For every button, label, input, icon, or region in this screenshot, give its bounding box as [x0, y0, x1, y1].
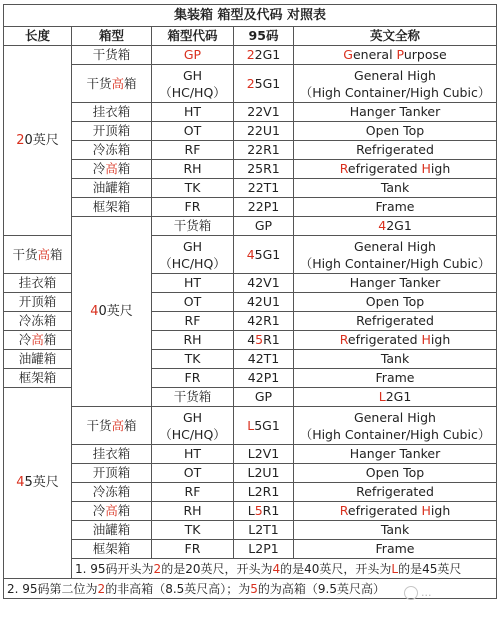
table-row — [4, 65, 497, 103]
cell-text: Frame — [375, 370, 415, 385]
cell-text: 框架箱 — [92, 199, 131, 214]
type-cell — [4, 369, 72, 388]
type-code-cell — [152, 103, 234, 122]
type-code-cell — [152, 521, 234, 540]
cell-text: 冷冻箱 — [92, 142, 131, 157]
cell-text: 箱 — [124, 418, 137, 433]
cell-text: OT — [183, 123, 202, 138]
type-cell — [72, 198, 152, 217]
cell-text: 挂衣箱 — [92, 104, 131, 119]
english-name-cell — [294, 502, 497, 521]
type-code-cell — [152, 483, 234, 502]
highlight-text: H — [421, 332, 431, 347]
type-cell — [72, 179, 152, 198]
highlight-text: 5 — [254, 503, 263, 518]
highlight-text: R — [339, 503, 348, 518]
type-code-cell — [152, 65, 234, 103]
iso-code-cell — [234, 464, 294, 483]
cell-text: 冷冻箱 — [18, 313, 57, 328]
iso-code-cell — [294, 217, 497, 236]
cell-text: 2G1 — [254, 47, 281, 62]
type-cell — [72, 160, 152, 179]
type-code-cell — [152, 293, 234, 312]
type-cell — [72, 122, 152, 141]
cell-text: 的为高箱（9.5英尺高） — [257, 581, 386, 596]
cell-text: 5G1 — [254, 76, 281, 91]
note-row — [4, 559, 497, 579]
cell-text: L — [247, 503, 255, 518]
cell-text: 42R1 — [247, 313, 280, 328]
code-table — [3, 4, 497, 599]
cell-text: 42V1 — [247, 275, 280, 290]
english-name-cell — [294, 160, 497, 179]
cell-text: RH — [183, 332, 202, 347]
highlight-text: 2 — [16, 132, 25, 148]
title-row — [4, 5, 497, 27]
cell-text: Open Top — [365, 294, 425, 309]
cell-text: 箱 — [124, 76, 137, 91]
cell-text: HT — [183, 275, 202, 290]
cell-text: L2P1 — [248, 541, 279, 556]
cell-text: （High Container/High Cubic） — [299, 84, 491, 100]
cell-text: igh — [430, 503, 451, 518]
type-code-cell — [152, 369, 234, 388]
cell-text: 箱 — [117, 161, 131, 176]
cell-text: 开顶箱 — [18, 294, 57, 309]
type-cell — [4, 350, 72, 369]
highlight-text: 4 — [90, 303, 99, 319]
cell-text: 开顶箱 — [92, 123, 131, 138]
type-code-cell — [234, 217, 294, 236]
table-row — [4, 198, 497, 217]
type-code-cell — [152, 122, 234, 141]
cell-text: 干货箱 — [173, 218, 212, 233]
cell-text: TK — [184, 522, 201, 537]
cell-text: igh — [430, 332, 451, 347]
iso-code-cell — [234, 141, 294, 160]
table-row — [4, 540, 497, 559]
highlight-text: 高 — [105, 161, 118, 176]
type-cell — [72, 521, 152, 540]
type-cell — [72, 65, 152, 103]
highlight-text: R — [339, 332, 348, 347]
highlight-text: H — [421, 503, 431, 518]
table-row — [4, 483, 497, 502]
cell-text: OT — [183, 465, 202, 480]
cell-text: Frame — [375, 199, 415, 214]
cell-text: 的是45英尺 — [398, 561, 462, 576]
header-95-code: 95码 — [234, 27, 294, 46]
highlight-text: 高 — [37, 247, 50, 262]
highlight-text: R — [339, 161, 348, 176]
english-name-cell — [294, 141, 497, 160]
iso-code-cell — [234, 502, 294, 521]
iso-code-cell — [234, 350, 294, 369]
iso-code-cell — [234, 369, 294, 388]
cell-text: General High — [354, 238, 436, 254]
type-cell — [72, 141, 152, 160]
cell-text: 冷 — [92, 161, 106, 176]
english-name-cell — [294, 350, 497, 369]
cell-text: Hanger Tanker — [349, 446, 441, 461]
header-english-name: 英文全称 — [294, 27, 497, 46]
type-cell — [72, 540, 152, 559]
cell-text: eneral — [352, 47, 397, 62]
cell-text: 22T1 — [247, 180, 280, 195]
cell-text: OT — [183, 294, 202, 309]
highlight-text: 高 — [111, 418, 124, 433]
cell-text: efrigerated — [347, 503, 422, 518]
type-cell — [4, 331, 72, 350]
table-row — [4, 445, 497, 464]
cell-text: 箱 — [43, 332, 57, 347]
cell-text: 干货 — [86, 418, 112, 433]
watermark-logo-icon — [404, 586, 418, 600]
type-code-cell — [152, 198, 234, 217]
cell-text: 5G1 — [254, 247, 281, 262]
cell-text: Refrigerated — [356, 142, 434, 157]
type-cell — [72, 502, 152, 521]
cell-text: 0英尺 — [98, 303, 133, 319]
iso-code-cell — [234, 236, 294, 274]
type-code-cell — [152, 464, 234, 483]
english-name-cell — [294, 540, 497, 559]
cell-text: efrigerated — [347, 332, 422, 347]
cell-text: L2R1 — [247, 484, 280, 499]
table-row — [4, 502, 497, 521]
cell-text: RF — [184, 313, 201, 328]
cell-text: FR — [184, 541, 201, 556]
iso-code-cell — [234, 540, 294, 559]
cell-text: 4 — [247, 332, 256, 347]
container-code-table — [3, 4, 496, 599]
cell-text: L2V1 — [247, 446, 280, 461]
length-cell — [4, 46, 72, 236]
type-cell — [72, 445, 152, 464]
type-code-cell — [152, 407, 234, 445]
type-cell — [72, 464, 152, 483]
type-code-cell — [152, 445, 234, 464]
type-code-cell — [152, 179, 234, 198]
table-title: 集装箱 箱型及代码 对照表 — [4, 5, 497, 27]
cell-text: （High Container/High Cubic） — [299, 426, 491, 442]
cell-text: 5英尺 — [24, 475, 59, 490]
cell-text: （HC/HQ） — [159, 84, 226, 100]
type-code-cell — [152, 46, 234, 65]
cell-text: L2T1 — [248, 522, 279, 537]
cell-text: 的是20英尺，开头为 — [161, 561, 273, 576]
cell-text: igh — [430, 161, 451, 176]
iso-code-cell — [234, 179, 294, 198]
english-name-cell — [294, 369, 497, 388]
english-name-cell — [294, 464, 497, 483]
type-cell — [4, 312, 72, 331]
type-cell — [152, 217, 234, 236]
header-row — [4, 27, 497, 46]
type-code-cell — [152, 350, 234, 369]
type-code-cell — [152, 540, 234, 559]
type-cell — [4, 274, 72, 293]
cell-text: Open Top — [365, 123, 425, 138]
type-cell — [152, 388, 234, 407]
highlight-text: 4 — [16, 475, 25, 490]
english-name-cell — [294, 198, 497, 217]
iso-code-cell — [234, 65, 294, 103]
cell-text: 22U1 — [246, 123, 280, 138]
type-cell — [72, 103, 152, 122]
english-name-cell — [294, 521, 497, 540]
highlight-text: 2 — [153, 561, 162, 576]
cell-text: 框架箱 — [92, 541, 131, 556]
cell-text: RH — [183, 503, 202, 518]
cell-text: 42T1 — [247, 351, 280, 366]
length-cell — [72, 217, 152, 407]
english-name-cell — [294, 274, 497, 293]
cell-text: 冷冻箱 — [92, 484, 131, 499]
table-row — [4, 103, 497, 122]
cell-text: （High Container/High Cubic） — [299, 255, 491, 271]
cell-text: 的是40英尺，开头为 — [280, 561, 392, 576]
cell-text: GP — [254, 218, 273, 233]
cell-text: 22R1 — [247, 142, 280, 157]
cell-text: Refrigerated — [356, 313, 434, 328]
iso-code-cell — [234, 46, 294, 65]
iso-code-cell — [234, 103, 294, 122]
type-code-cell — [152, 160, 234, 179]
cell-text: 挂衣箱 — [18, 275, 57, 290]
header-length: 长度 — [4, 27, 72, 46]
highlight-text: 高 — [105, 503, 118, 518]
highlight-text: G — [343, 47, 353, 62]
cell-text: R1 — [262, 503, 280, 518]
table-row — [4, 46, 497, 65]
cell-text: 0英尺 — [24, 132, 59, 148]
english-name-cell — [294, 179, 497, 198]
cell-text: 干货箱 — [173, 389, 212, 404]
cell-text: 框架箱 — [18, 370, 57, 385]
cell-text: TK — [184, 180, 201, 195]
table-row — [4, 160, 497, 179]
table-row — [4, 464, 497, 483]
iso-code-cell — [234, 331, 294, 350]
english-name-cell — [294, 236, 497, 274]
type-code-cell — [152, 502, 234, 521]
english-name-cell — [294, 293, 497, 312]
english-name-cell — [294, 483, 497, 502]
cell-text: FR — [184, 370, 201, 385]
highlight-text: 2 — [246, 76, 255, 91]
watermark-text: ... — [421, 586, 432, 599]
cell-text: 5G1 — [254, 418, 280, 433]
cell-text: Tank — [380, 180, 410, 195]
cell-text: General High — [354, 409, 436, 425]
type-cell — [72, 407, 152, 445]
cell-text: 油罐箱 — [92, 180, 131, 195]
cell-text: 1. 95码开头为 — [75, 561, 154, 576]
cell-text: R1 — [263, 332, 280, 347]
iso-code-cell — [234, 293, 294, 312]
cell-text: 2G1 — [386, 218, 412, 233]
cell-text: Open Top — [365, 465, 425, 480]
highlight-text: P — [396, 47, 404, 62]
type-code-cell — [152, 312, 234, 331]
type-code-cell — [152, 141, 234, 160]
highlight-text: 高 — [31, 332, 44, 347]
cell-text: urpose — [403, 47, 447, 62]
cell-text: 42P1 — [247, 370, 280, 385]
cell-text: 2G1 — [385, 389, 412, 404]
cell-text: HT — [183, 446, 202, 461]
note-cell — [72, 559, 497, 579]
cell-text: 开顶箱 — [92, 465, 131, 480]
iso-code-cell — [234, 521, 294, 540]
iso-code-cell — [234, 312, 294, 331]
cell-text: 冷 — [18, 332, 32, 347]
table-row — [4, 521, 497, 540]
cell-text: HT — [183, 104, 202, 119]
cell-text: 挂衣箱 — [92, 446, 131, 461]
type-code-cell — [152, 236, 234, 274]
cell-text: RH — [183, 161, 202, 176]
table-row — [4, 179, 497, 198]
cell-text: 油罐箱 — [92, 522, 131, 537]
type-cell — [72, 46, 152, 65]
highlight-text: 4 — [246, 247, 255, 262]
cell-text: 干货 — [12, 247, 38, 262]
highlight-text: L — [391, 561, 399, 576]
cell-text: 22V1 — [247, 104, 280, 119]
cell-text: 的非高箱（8.5英尺高）；为 — [105, 581, 251, 596]
iso-code-cell — [234, 160, 294, 179]
type-cell — [72, 483, 152, 502]
type-code-cell — [152, 274, 234, 293]
english-name-cell — [294, 407, 497, 445]
cell-text: GH — [182, 238, 203, 254]
cell-text: GH — [182, 409, 203, 425]
type-code-cell — [152, 331, 234, 350]
header-type: 箱型 — [72, 27, 152, 46]
cell-text: TK — [184, 351, 201, 366]
type-code-cell — [234, 388, 294, 407]
cell-text: 箱 — [50, 247, 63, 262]
highlight-text: 高 — [111, 76, 124, 91]
table-row — [4, 407, 497, 445]
cell-text: efrigerated — [347, 161, 422, 176]
highlight-text: 2 — [97, 581, 106, 596]
cell-text: Tank — [380, 522, 410, 537]
english-name-cell — [294, 312, 497, 331]
length-cell — [4, 388, 72, 579]
cell-text: GH — [182, 67, 203, 83]
highlight-text: 4 — [272, 561, 281, 576]
table-row — [4, 122, 497, 141]
cell-text: Frame — [375, 541, 415, 556]
iso-code-cell — [294, 388, 497, 407]
table-row — [4, 141, 497, 160]
highlight-text: 4 — [378, 218, 387, 233]
iso-code-cell — [234, 274, 294, 293]
highlight-text: H — [421, 161, 431, 176]
highlight-text: L — [247, 418, 255, 433]
table-row — [4, 217, 497, 236]
cell-text: FR — [184, 199, 201, 214]
highlight-text: 2 — [246, 47, 255, 62]
cell-text: RF — [184, 484, 201, 499]
highlight-text: GP — [183, 47, 202, 62]
cell-text: RF — [184, 142, 201, 157]
cell-text: 2. 95码第二位为 — [7, 581, 98, 596]
cell-text: Refrigerated — [356, 484, 434, 499]
cell-text: 25R1 — [247, 161, 280, 176]
highlight-text: L — [378, 389, 386, 404]
english-name-cell — [294, 65, 497, 103]
iso-code-cell — [234, 198, 294, 217]
cell-text: GP — [254, 389, 273, 404]
english-name-cell — [294, 331, 497, 350]
cell-text: Tank — [380, 351, 410, 366]
cell-text: Hanger Tanker — [349, 275, 441, 290]
header-type-code: 箱型代码 — [152, 27, 234, 46]
iso-code-cell — [234, 407, 294, 445]
cell-text: 箱 — [117, 503, 131, 518]
english-name-cell — [294, 46, 497, 65]
highlight-text: 5 — [250, 581, 258, 596]
english-name-cell — [294, 122, 497, 141]
english-name-cell — [294, 445, 497, 464]
english-name-cell — [294, 103, 497, 122]
cell-text: General High — [354, 67, 436, 83]
iso-code-cell — [234, 122, 294, 141]
cell-text: 干货箱 — [92, 47, 131, 62]
cell-text: 冷 — [92, 503, 106, 518]
cell-text: 42U1 — [246, 294, 280, 309]
cell-text: L2U1 — [247, 465, 280, 480]
cell-text: 油罐箱 — [18, 351, 57, 366]
cell-text: （HC/HQ） — [159, 426, 226, 442]
highlight-text: 5 — [255, 332, 264, 347]
watermark — [404, 586, 432, 600]
cell-text: Hanger Tanker — [349, 104, 441, 119]
cell-text: （HC/HQ） — [159, 255, 226, 271]
iso-code-cell — [234, 445, 294, 464]
type-cell — [4, 236, 72, 274]
cell-text: 22P1 — [247, 199, 280, 214]
type-cell — [4, 293, 72, 312]
iso-code-cell — [234, 483, 294, 502]
cell-text: 干货 — [86, 76, 112, 91]
